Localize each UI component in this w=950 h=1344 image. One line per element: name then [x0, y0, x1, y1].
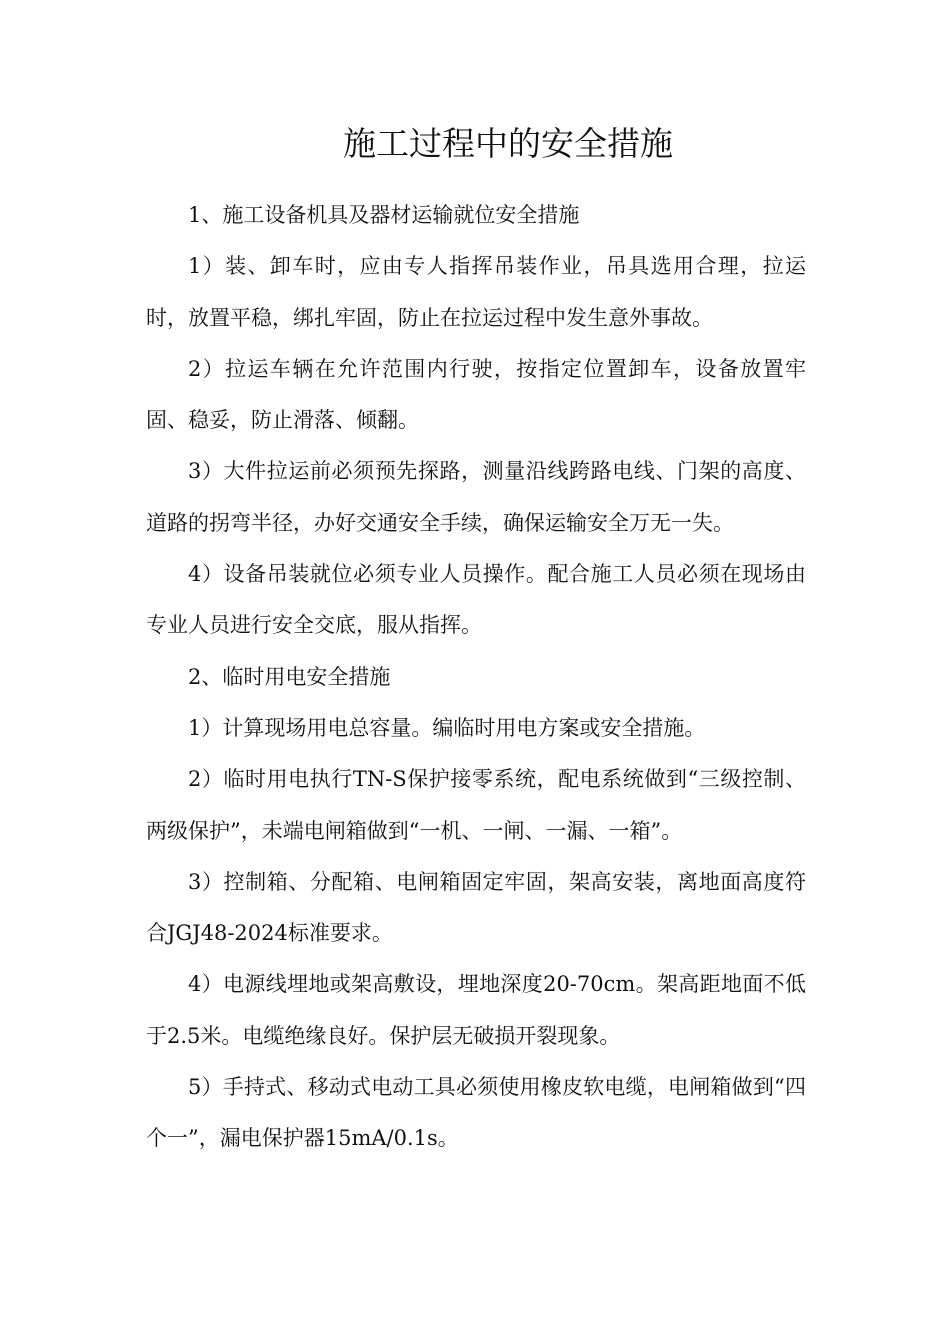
section-heading-transport: 1、施工设备机具及器材运输就位安全措施 — [188, 203, 580, 227]
paragraph-hoisting: 4）设备吊装就位必须专业人员操作。配合施工人员必须在现场由专业人员进行安全交底，服从指挥。 — [146, 562, 806, 638]
paragraph-vehicle: 2）拉运车辆在允许范围内行驶，按指定位置卸车，设备放置牢固、稳妥，防止滑落、倾翻。 — [146, 356, 806, 433]
document-title: 施工过程中的安全措施 — [343, 124, 673, 163]
paragraph-loading: 1）装、卸车时，应由专人指挥吊装作业，吊具选用合理，拉运时，放置平稳，绑扎牢固，防止在拉运过程中发生意外事故。 — [146, 254, 806, 330]
section-heading-electricity: 2、临时用电安全措施 — [188, 664, 391, 689]
paragraph-control-box: 3）控制箱、分配箱、电闸箱固定牢固，架高安装，离地面高度符合JGJ48-2024标准要求。 — [146, 869, 806, 946]
paragraph-power-line: 4）电源线埋地或架高敷设，埋地深度20-70cm。架高距地面不低于2.5米。电缆绝缘良好。保护层无破损开裂现象。 — [146, 972, 806, 1048]
paragraph-tns-system: 2）临时用电执行TN-S保护接零系统，配电系统做到“三级控制、两级保护”，未端电闸箱做到“一机、一闸、一漏、一箱”。 — [146, 767, 806, 843]
paragraph-capacity: 1）计算现场用电总容量。编临时用电方案或安全措施。 — [188, 715, 706, 740]
document-body — [146, 190, 806, 1165]
paragraph-large-cargo: 3）大件拉运前必须预先探路，测量沿线跨路电线、门架的高度、道路的拐弯半径，办好交通安全手续，确保运输安全万无一失。 — [146, 459, 806, 535]
paragraph-hand-tools: 5）手持式、移动式电动工具必须使用橡皮软电缆，电闸箱做到“四个一”，漏电保护器15mA/0.1s。 — [146, 1075, 806, 1151]
